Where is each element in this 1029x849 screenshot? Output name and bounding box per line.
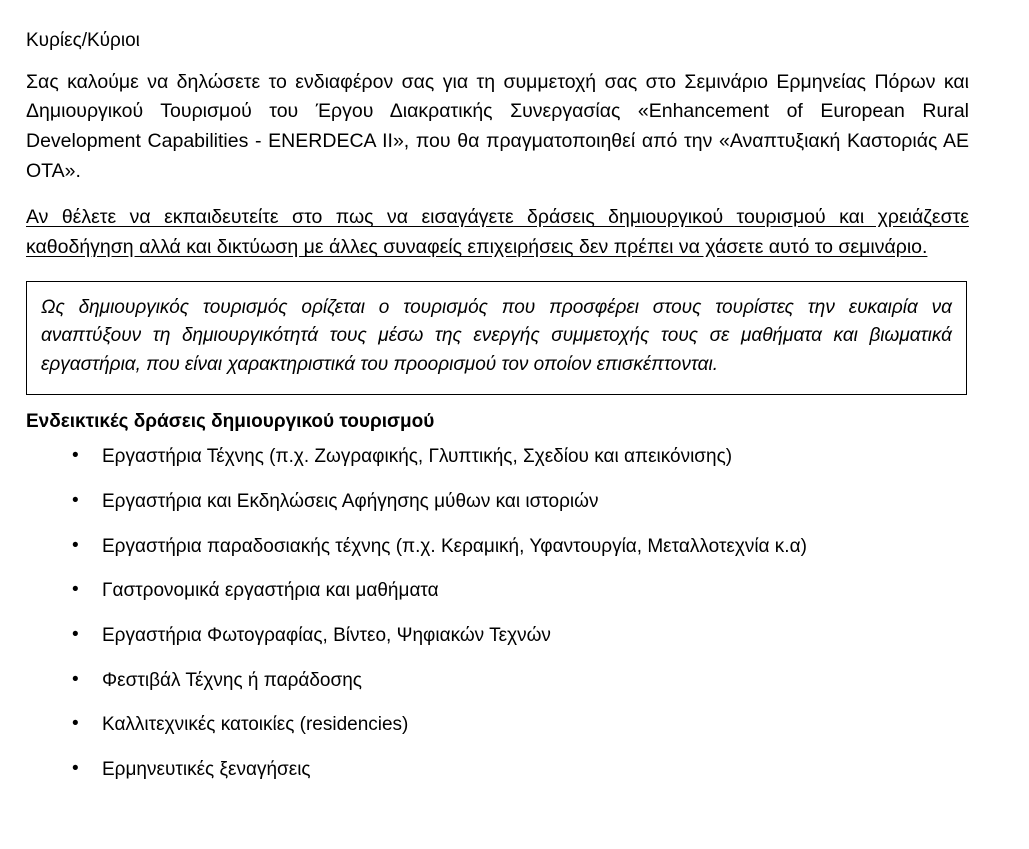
list-item-label: Εργαστήρια παραδοσιακής τέχνης (π.χ. Κεραμική, Υφαντουργία, Μεταλλοτεχνία κ.α) <box>102 535 807 557</box>
list-item-label: Εργαστήρια και Εκδηλώσεις Αφήγησης μύθων και ιστοριών <box>102 490 599 512</box>
highlight-paragraph <box>26 202 969 262</box>
list-item-label: Φεστιβάλ Τέχνης ή παράδοσης <box>102 669 362 691</box>
list-item <box>68 624 969 649</box>
salutation-text: Κυρίες/Κύριοι <box>26 30 140 51</box>
section-heading: Ενδεικτικές δράσεις δημιουργικού τουρισμού <box>26 411 435 433</box>
list-item <box>68 490 969 515</box>
list-item-label: Εργαστήρια Φωτογραφίας, Βίντεο, Ψηφιακών Τεχνών <box>102 624 551 646</box>
list-item <box>68 579 969 604</box>
highlight-paragraph-tail: . <box>922 236 928 259</box>
highlight-paragraph-underlined-text: Αν θέλετε να εκπαιδευτείτε στο πως να εισαγάγετε δράσεις δημιουργικού τουρισμού και χρειάζεστε καθοδήγηση αλλά και δικτύωση με άλλες συναφείς επιχειρήσεις δεν πρέπει να χάσετε αυτό το σεμινάριο <box>26 206 969 259</box>
list-item <box>68 758 969 783</box>
list-item <box>68 535 969 560</box>
creative-tourism-actions-list <box>26 445 969 783</box>
list-item-label: Καλλιτεχνικές κατοικίες (residencies) <box>102 714 409 736</box>
list-item <box>68 445 969 470</box>
definition-text: Ως δημιουργικός τουρισμός ορίζεται ο τουρισμός που προσφέρει στους τουρίστες την ευκαιρία να αναπτύξουν τη δημιουργικότητά τους μέσω της ενεργής συμμετοχής τους σε μαθήματα και βιωματικά εργαστήρια, που είναι χαρακτηριστικά του προορισμού τον οποίον επισκέπτονται. <box>41 296 952 376</box>
list-item-label: Εργαστήρια Τέχνης (π.χ. Ζωγραφικής, Γλυπτικής, Σχεδίου και απεικόνισης) <box>102 446 733 468</box>
definition-callout-box <box>26 281 967 396</box>
list-item-label: Ερμηνευτικές ξεναγήσεις <box>102 759 311 781</box>
list-item <box>68 669 969 694</box>
list-item-label: Γαστρονομικά εργαστήρια και μαθήματα <box>102 580 439 602</box>
intro-paragraph: Σας καλούμε να δηλώσετε το ενδιαφέρον σας για τη συμμετοχή σας στο Σεμινάριο Ερμηνείας Πόρων και Δημιουργικού Τουρισμού του Έργου Διακρατικής Συνεργασίας «Enhancement of European Rural Development Capabilities - ENERDECA II», που θα πραγματοποιηθεί από την «Αναπτυξιακή Καστοριάς ΑΕ ΟΤΑ». <box>26 70 969 182</box>
list-item <box>68 713 969 738</box>
